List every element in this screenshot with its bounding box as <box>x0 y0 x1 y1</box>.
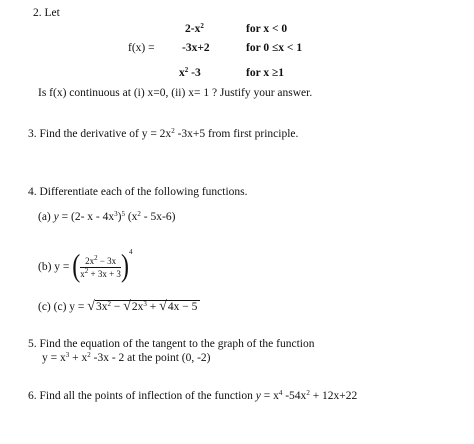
part-b-fraction: $\frac{2x^2 - 3x}{x^2 + 3x + 3}$ <box>80 253 121 279</box>
piece-2-condition: for 0 ≤x < 1 <box>246 42 303 54</box>
part-a: (a) y = (2- x - $4x^3)^5$ $(x^2 - 5x-6)$ <box>38 210 176 223</box>
piece-2-expression: -3x+2 <box>182 42 210 54</box>
part-b-label: (b) y = <box>38 261 73 273</box>
question-5-line-1: 5. Find the equation of the tangent to the graph of the function <box>28 338 315 350</box>
piece-1-condition: for x < 0 <box>246 23 288 35</box>
part-b: (b) y = ( $\frac{2x^2 - 3x}{x^2 + 3x + 3}$ )$^4$ <box>38 248 133 285</box>
question-2-label: 2. Let <box>33 7 60 19</box>
question-5-line-2: $y = x^3 + x^2$ -3x - 2 at the point (0, -2) <box>42 351 211 364</box>
function-name: f(x) = <box>128 42 155 54</box>
part-c: (c) (c) $y = √3x^2 - √2x^3 + √4x - 5$ <box>38 300 200 314</box>
question-6: 6. Find all the points of inflection of the function $y = x^4$ $-54x^2 + 12x+22$ <box>28 389 358 402</box>
piece-3-condition: for x ≥1 <box>246 67 285 79</box>
piece-1-expression: $2-x^2$ <box>185 22 204 35</box>
piece-3-expression: $x^2$ -3 <box>179 66 201 79</box>
question-3: 3. Find the derivative of $y = 2x^2$ -3x+5 from first principle. <box>28 127 299 140</box>
continuity-question: Is f(x) continuous at (i) x=0, (ii) x= 1 ? Justify your answer. <box>38 87 313 99</box>
question-4-title: 4. Differentiate each of the following functions. <box>28 186 248 198</box>
